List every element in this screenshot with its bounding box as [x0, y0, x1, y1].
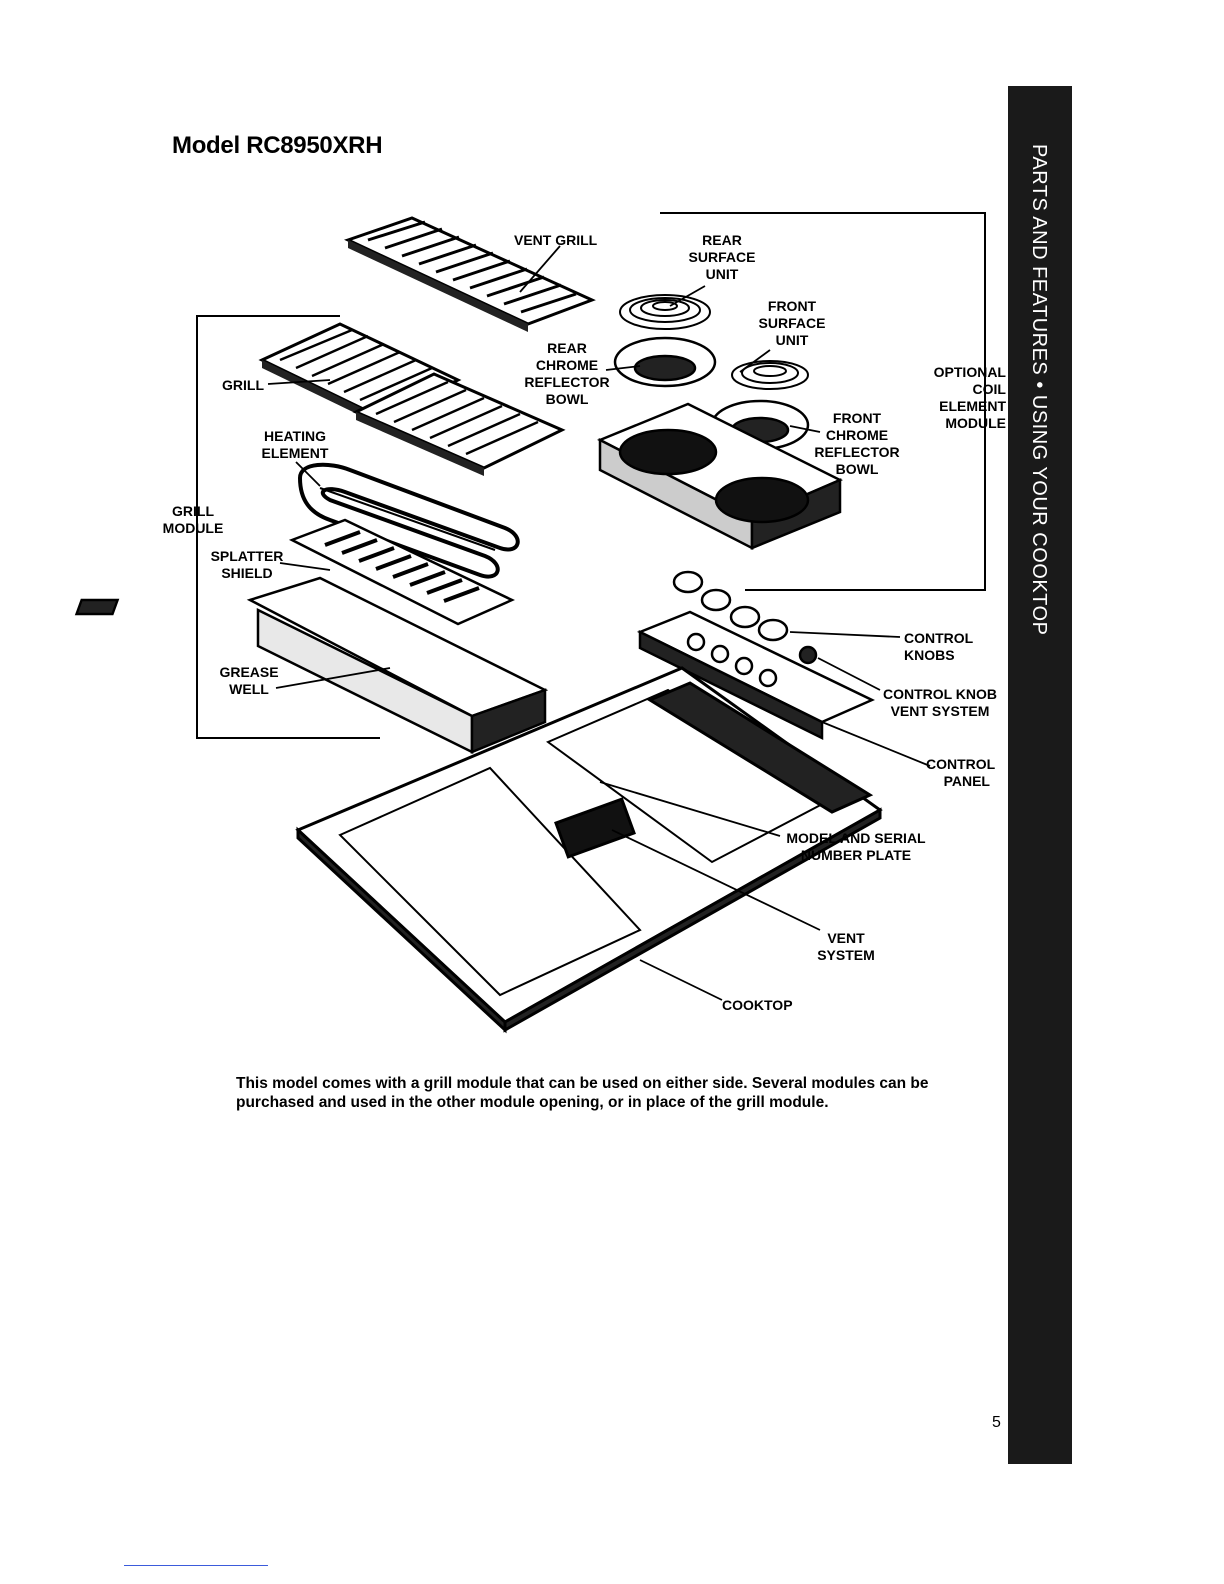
footer-rule — [124, 1565, 268, 1566]
label-front-surface-unit: FRONT SURFACE UNIT — [758, 298, 826, 348]
label-vent-grill: VENT GRILL — [514, 232, 598, 248]
label-control-knobs: CONTROL KNOBS — [904, 630, 974, 663]
label-grill: GRILL — [222, 377, 264, 393]
label-front-chrome-reflector-bowl: FRONT CHROME REFLECTOR BOWL — [814, 410, 900, 477]
page-title: Model RC8950XRH — [172, 132, 383, 159]
label-splatter-shield: SPLATTER SHIELD — [210, 548, 284, 581]
label-heating-element: HEATING ELEMENT — [261, 428, 329, 461]
label-control-panel: CONTROL PANEL — [926, 756, 996, 789]
label-grill-module: GRILL MODULE — [162, 503, 224, 536]
label-control-knob-vent-system: CONTROL KNOB VENT SYSTEM — [882, 686, 998, 719]
side-tab-label: PARTS AND FEATURES • USING YOUR COOKTOP — [1028, 144, 1050, 636]
page-number: 5 — [992, 1414, 1001, 1431]
label-model-serial-number-plate: MODEL AND SERIAL NUMBER PLATE — [786, 830, 926, 863]
label-vent-system: VENT SYSTEM — [817, 930, 875, 963]
caption-text: This model comes with a grill module that can be used on either side. Several modules can be purchased and used in the other module opening, or in place of the grill module. — [236, 1075, 929, 1111]
label-rear-surface-unit: REAR SURFACE UNIT — [688, 232, 756, 282]
label-grease-well: GREASE WELL — [219, 664, 279, 697]
label-rear-chrome-reflector-bowl: REAR CHROME REFLECTOR BOWL — [524, 340, 610, 407]
label-optional-coil-element-module: OPTIONAL COIL ELEMENT MODULE — [933, 364, 1006, 431]
label-cooktop: COOKTOP — [722, 997, 793, 1013]
